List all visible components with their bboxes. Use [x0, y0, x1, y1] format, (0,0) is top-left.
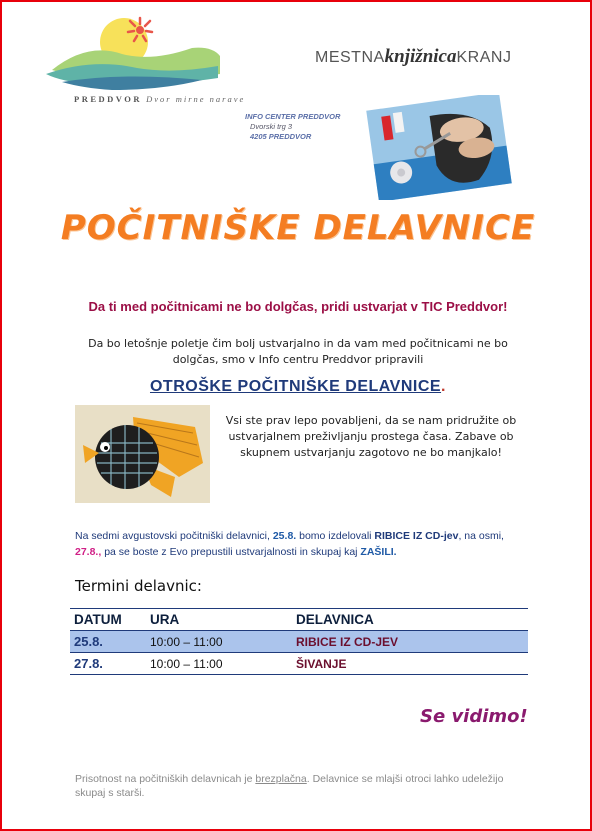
sewing-photo: [364, 95, 514, 200]
cell-workshop: RIBICE IZ CD-JEV: [292, 631, 528, 653]
fish-paragraph: Vsi ste prav lepo povabljeni, da se nam pridružite ob ustvarjalnem preživljanju prostega časa. Zabave ob skupnem ustvarjanju zagotovo ne bo manjkalo!: [225, 414, 517, 459]
brand-tagline: [74, 94, 245, 104]
cell-date: 27.8.: [70, 653, 146, 675]
closing-greeting: Se vidimo!: [420, 706, 528, 727]
library-logo: [315, 46, 511, 68]
desc-text-1: Na sedmi avgustovski počitniški delavnici,: [75, 530, 273, 542]
cd-fish-photo: [75, 405, 210, 503]
tagline-brand: PREDDVOR: [74, 94, 142, 104]
footer-free-word: brezplačna: [255, 773, 307, 785]
footer-note: [75, 772, 535, 800]
page-title: POČITNIŠKE DELAVNICE: [60, 208, 536, 248]
cell-date: 25.8.: [70, 631, 146, 653]
desc-item-1: RIBICE IZ CD-jev: [374, 530, 459, 542]
intro-paragraph: Da bo letošnje poletje čim bolj ustvarjalno in da vam med počitnicami ne bo dolgčas, smo v Info centru Preddvor pripravili: [88, 337, 508, 366]
col-header-time: URA: [146, 609, 292, 631]
intro-headline: Da ti med počitnicami ne bo dolgčas, pridi ustvarjat v TIC Preddvor!: [88, 299, 508, 314]
section-heading: [2, 378, 592, 396]
footer-text-1: Prisotnost na počitniških delavnicah je: [75, 773, 256, 785]
desc-text-2: bomo izdelovali: [296, 530, 375, 542]
table-header-row: [70, 609, 528, 631]
schedule-table: [70, 608, 528, 675]
desc-date-1: 25.8.: [272, 530, 297, 542]
info-center-address: [245, 112, 340, 142]
info-center-name: INFO CENTER PREDDVOR: [245, 112, 341, 121]
workshop-description: [75, 528, 527, 560]
cell-time: 10:00 – 11:00: [146, 631, 292, 653]
footer-text-2: . Delavnice se mlajši otroci lahko udeležijo skupaj s starši.: [75, 773, 504, 799]
section-heading-text: OTROŠKE POČITNIŠKE DELAVNICE: [149, 378, 442, 395]
desc-date-2: 27.8.,: [75, 546, 102, 558]
table-row: [70, 653, 528, 675]
library-logo-right: KRANJ: [456, 49, 512, 66]
desc-item-2: ZAŠILI.: [360, 546, 397, 558]
library-logo-left: MESTNA: [315, 49, 385, 66]
cell-time: 10:00 – 11:00: [146, 653, 292, 675]
info-center-street: Dvorski trg 3: [250, 122, 293, 131]
desc-text-4: pa se boste z Evo prepustili ustvarjalnosti in skupaj kaj: [101, 546, 361, 558]
desc-text-3: , na osmi,: [458, 530, 504, 542]
info-center-city: 4205 PREDDVOR: [250, 132, 312, 141]
library-logo-mid: knjižnica: [384, 46, 457, 67]
tagline-slogan: Dvor mirne narave: [142, 94, 246, 104]
cell-workshop: ŠIVANJE: [292, 653, 528, 675]
schedule-heading: Termini delavnic:: [75, 577, 202, 595]
col-header-date: DATUM: [70, 609, 146, 631]
col-header-workshop: DELAVNICA: [292, 609, 528, 631]
preddvor-logo: [42, 12, 222, 92]
table-row: [70, 631, 528, 653]
section-heading-dot: .: [441, 378, 446, 395]
